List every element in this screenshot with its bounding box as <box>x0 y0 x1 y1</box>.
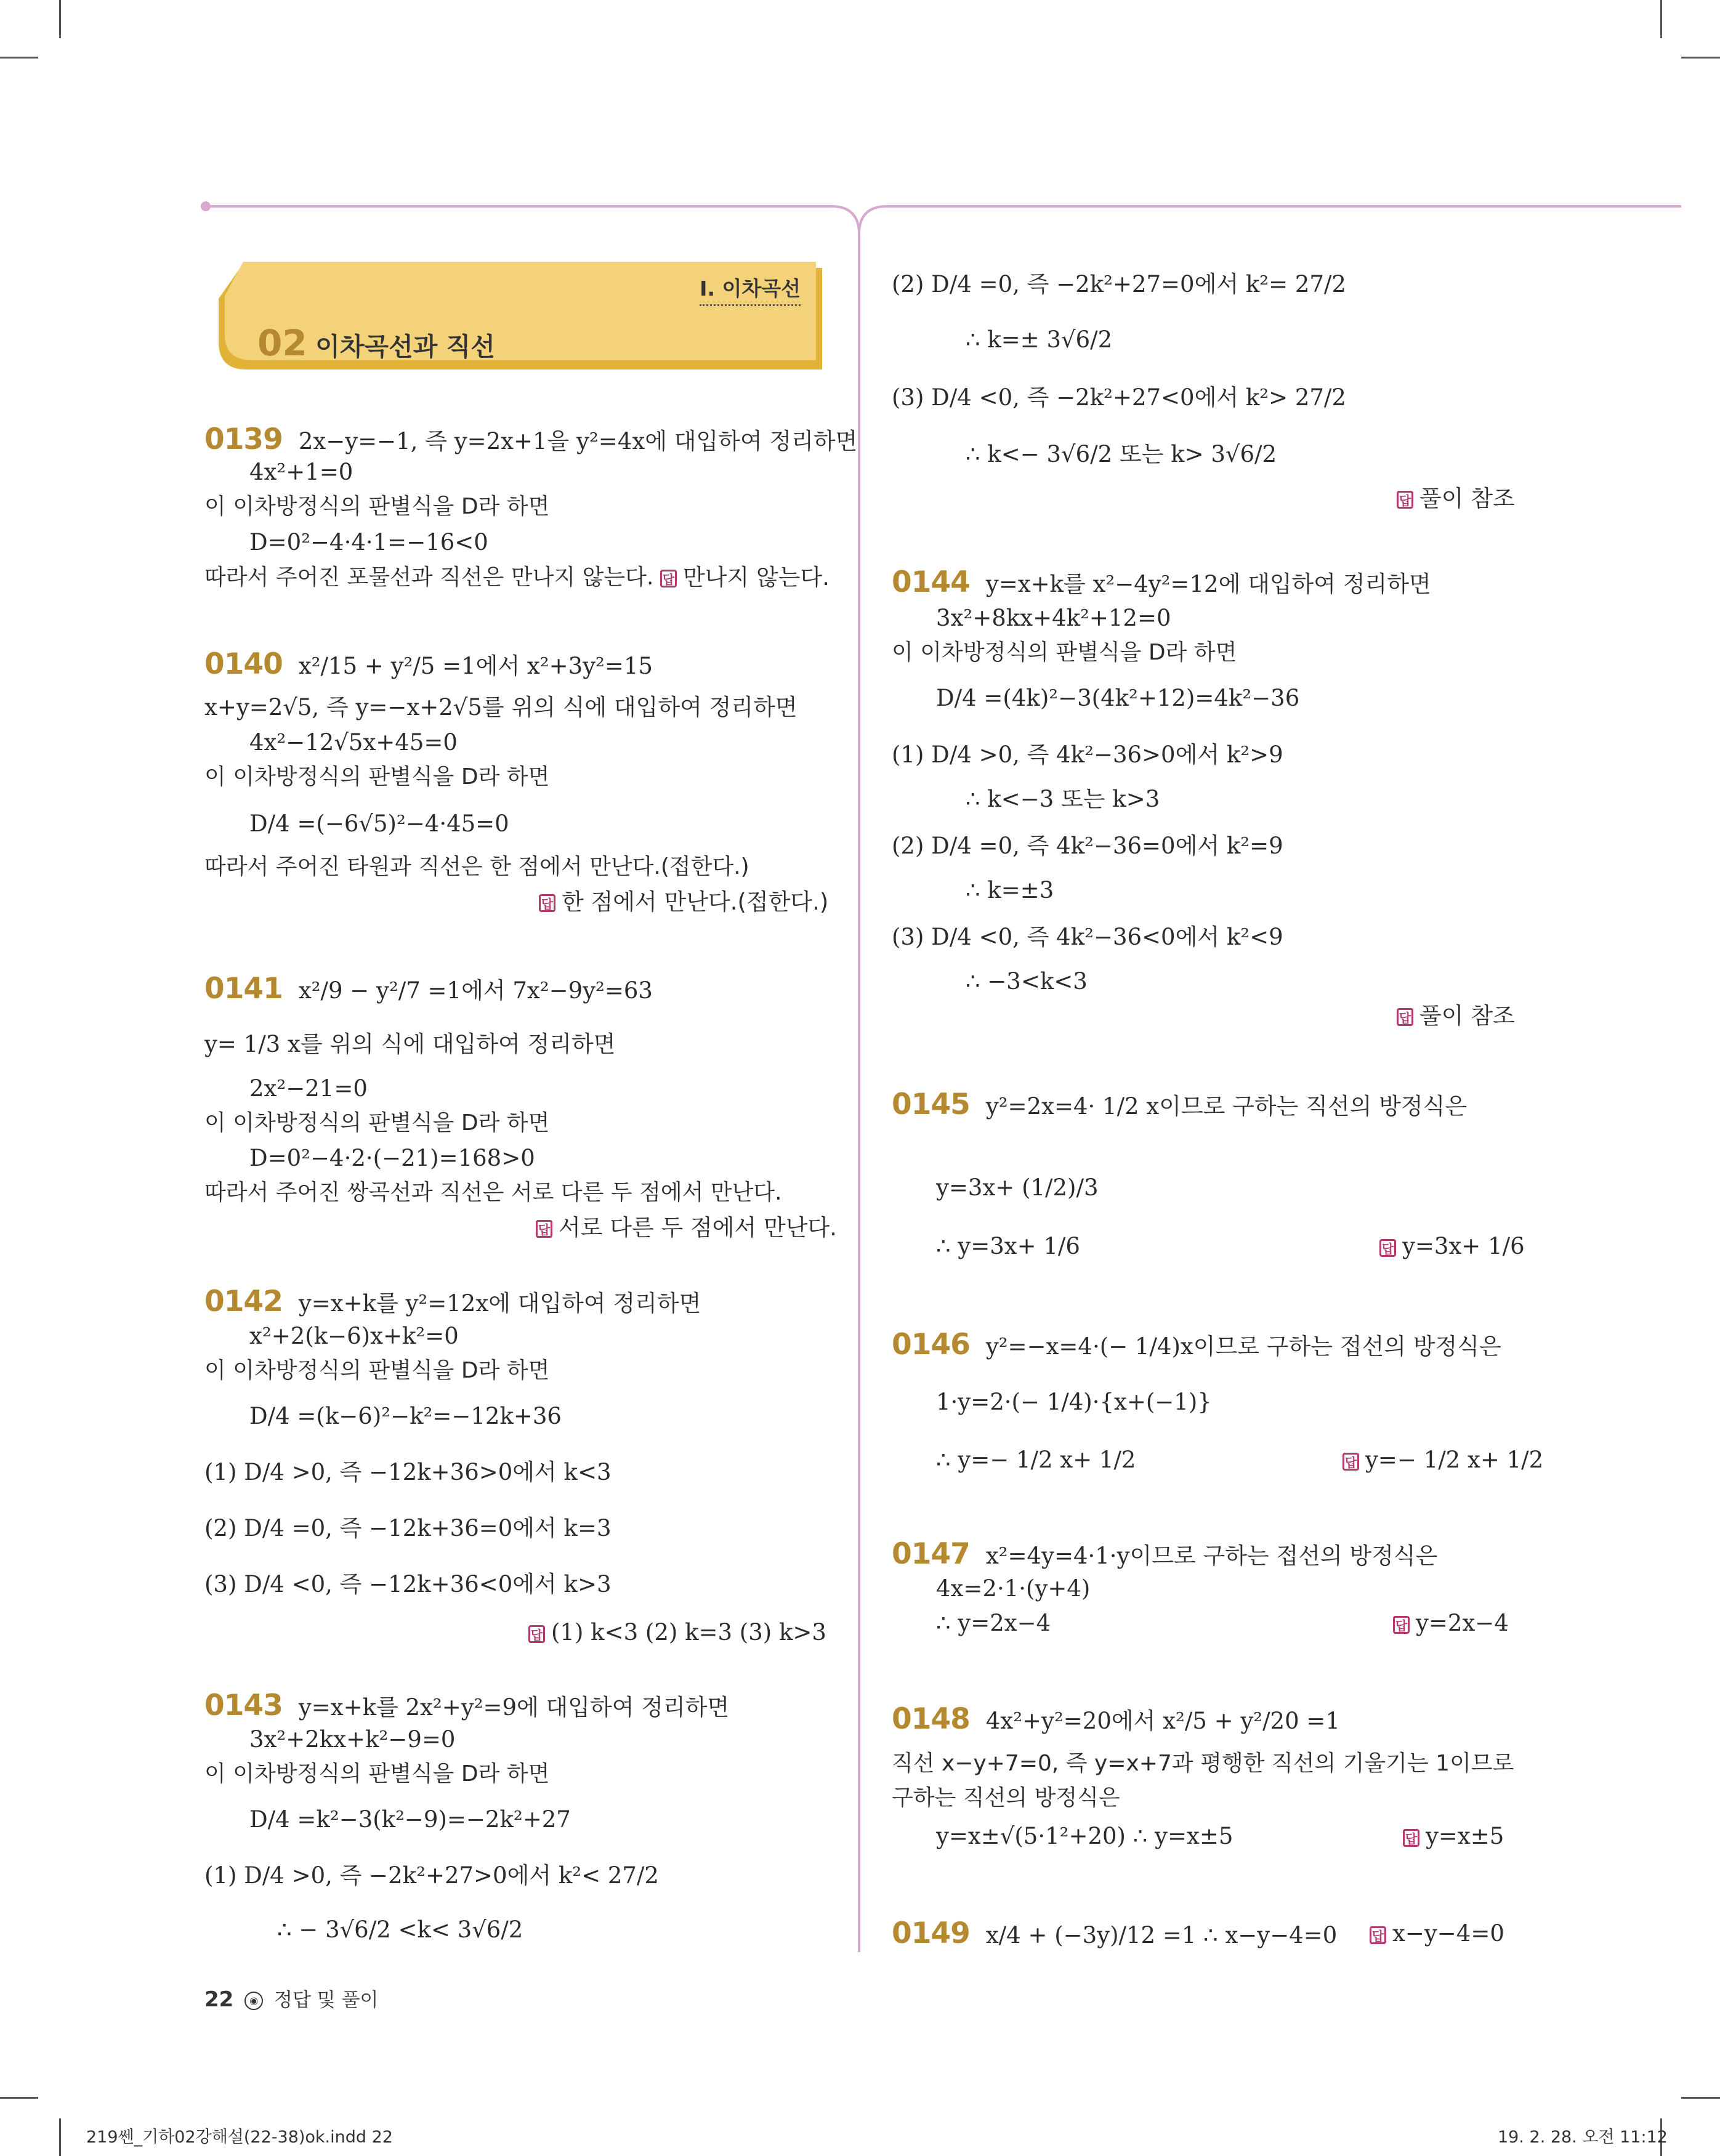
problem-line: 4x=2·1·(y+4) <box>936 1575 1091 1602</box>
problem-line: x+y=2√5, 즉 y=−x+2√5를 위의 식에 대입하여 정리하면 <box>204 694 797 721</box>
problem-line: 이 이차방정식의 판별식을 D라 하면 <box>204 1358 550 1383</box>
problem-line: 1·y=2·(− 1/4)·{x+(−1)} <box>936 1389 1212 1415</box>
crop-mark <box>1681 2097 1720 2099</box>
book-logo-icon: ◉ <box>244 1992 263 2010</box>
problem-line: 구하는 직선의 방정식은 <box>892 1785 1120 1811</box>
problem-line: 이 이차방정식의 판별식을 D라 하면 <box>892 640 1237 665</box>
problem-line: ∴ k<− 3√6/2 또는 k> 3√6/2 <box>966 441 1277 467</box>
problem-line: D=0²−4·4·1=−16<0 <box>249 529 488 555</box>
problem-line: (3) D/4 <0, 즉 −2k²+27<0에서 k²> 27/2 <box>892 384 1346 411</box>
file-name: 219쎈_기하02강해설(22-38)ok.indd 22 <box>86 2128 393 2147</box>
problem-line: (3) D/4 <0, 즉 −12k+36<0에서 k>3 <box>204 1571 612 1597</box>
answer-0147: 답 y=2x−4 <box>1393 1609 1509 1638</box>
problem-line: ∴ k=±3 <box>966 877 1054 903</box>
problem-0146: 0146 y²=−x=4·(− 1/4)x이므로 구하는 접선의 방정식은 <box>892 1328 1501 1362</box>
problem-line: (2) D/4 =0, 즉 4k²−36=0에서 k²=9 <box>892 833 1283 859</box>
problem-line: 이 이차방정식의 판별식을 D라 하면 <box>204 764 550 789</box>
problem-line: y= 1/3 x를 위의 식에 대입하여 정리하면 <box>204 1031 616 1057</box>
problem-line: 4x²−12√5x+45=0 <box>249 729 458 756</box>
problem-line: ∴ −3<k<3 <box>966 968 1088 995</box>
problem-line: D/4 =(4k)²−3(4k²+12)=4k²−36 <box>936 685 1300 711</box>
problem-line: D/4 =(−6√5)²−4·45=0 <box>249 810 509 837</box>
answer-0148: 답 y=x±5 <box>1403 1822 1504 1851</box>
problem-line: ∴ k<−3 또는 k>3 <box>966 786 1160 812</box>
problem-0149: 0149 x/4 + (−3y)/12 =1 ∴ x−y−4=0 <box>892 1916 1338 1950</box>
answer-0142: 답 (1) k<3 (2) k=3 (3) k>3 <box>528 1618 826 1647</box>
problem-line: x²+2(k−6)x+k²=0 <box>249 1323 459 1349</box>
answer-0145: 답 y=3x+ 1/6 <box>1379 1232 1525 1261</box>
problem-0140: 0140 x²/15 + y²/5 =1에서 x²+3y²=15 <box>204 647 653 681</box>
chapter-label: Ⅰ. 이차곡선 <box>700 273 801 306</box>
problem-line: 3x²+2kx+k²−9=0 <box>249 1726 456 1753</box>
problem-line: (3) D/4 <0, 즉 4k²−36<0에서 k²<9 <box>892 924 1283 950</box>
problem-line: D/4 =(k−6)²−k²=−12k+36 <box>249 1403 562 1429</box>
problem-0144: 0144 y=x+k를 x²−4y²=12에 대입하여 정리하면 <box>892 565 1431 599</box>
problem-line: (2) D/4 =0, 즉 −2k²+27=0에서 k²= 27/2 <box>892 271 1346 297</box>
problem-line: (1) D/4 >0, 즉 4k²−36>0에서 k²>9 <box>892 741 1283 768</box>
problem-0147: 0147 x²=4y=4·1·y이므로 구하는 접선의 방정식은 <box>892 1537 1438 1571</box>
problem-0148: 0148 4x²+y²=20에서 x²/5 + y²/20 =1 <box>892 1702 1340 1736</box>
answer-icon: 답 <box>1393 1616 1410 1634</box>
problem-line: 따라서 주어진 포물선과 직선은 만나지 않는다. <box>204 565 654 590</box>
problem-line: ∴ y=3x+ 1/6 <box>936 1233 1080 1259</box>
answer-icon: 답 <box>660 570 677 587</box>
answer-0141: 답 서로 다른 두 점에서 만난다. <box>536 1213 837 1243</box>
answer-icon: 답 <box>1403 1829 1419 1847</box>
section-title <box>257 322 495 364</box>
answer-icon: 답 <box>1397 491 1413 509</box>
print-timestamp: 19. 2. 28. 오전 11:12 <box>1498 2128 1668 2147</box>
problem-line: 이 이차방정식의 판별식을 D라 하면 <box>204 1761 550 1787</box>
answer-icon: 답 <box>536 1220 552 1238</box>
problem-0145: 0145 y²=2x=4· 1/2 x이므로 구하는 직선의 방정식은 <box>892 1088 1468 1121</box>
problem-line: y=3x+ (1/2)/3 <box>936 1174 1099 1201</box>
problem-line: 2x²−21=0 <box>249 1075 368 1102</box>
page-footer <box>204 1984 378 2012</box>
crop-mark <box>0 2097 38 2099</box>
problem-line: 이 이차방정식의 판별식을 D라 하면 <box>204 1110 550 1136</box>
problem-line: 따라서 주어진 쌍곡선과 직선은 서로 다른 두 점에서 만난다. <box>204 1180 782 1205</box>
section-number: 02 <box>257 322 307 364</box>
problem-0139: 0139 2x−y=−1, 즉 y=2x+1을 y²=4x에 대입하여 정리하면 <box>204 422 858 456</box>
problem-line: D=0²−4·2·(−21)=168>0 <box>249 1145 535 1171</box>
answer-0140: 답 한 점에서 만난다.(접한다.) <box>539 887 828 917</box>
answer-icon: 답 <box>1397 1008 1413 1026</box>
problem-line: ∴ k=± 3√6/2 <box>966 326 1113 353</box>
problem-line: ∴ y=− 1/2 x+ 1/2 <box>936 1447 1136 1473</box>
answer-icon: 답 <box>1342 1453 1359 1471</box>
problem-line: y=x±√(5·1²+20) ∴ y=x±5 <box>936 1823 1233 1849</box>
section-header <box>216 262 825 373</box>
section-title-text: 이차곡선과 직선 <box>315 332 495 361</box>
problem-line: 따라서 주어진 타원과 직선은 한 점에서 만난다.(접한다.) <box>204 854 749 879</box>
book-label: 정답 및 풀이 <box>274 1989 379 2011</box>
problem-line: ∴ − 3√6/2 <k< 3√6/2 <box>277 1916 523 1943</box>
problem-line: D/4 =k²−3(k²−9)=−2k²+27 <box>249 1806 571 1833</box>
problem-0143: 0143 y=x+k를 2x²+y²=9에 대입하여 정리하면 <box>204 1689 730 1722</box>
answer-0144: 답 풀이 참조 <box>1397 1001 1515 1031</box>
problem-line: (1) D/4 >0, 즉 −12k+36>0에서 k<3 <box>204 1459 612 1485</box>
crop-mark <box>59 2118 61 2156</box>
answer-0139: 답 만나지 않는다. <box>660 563 830 592</box>
divider-line-right <box>859 206 1681 231</box>
problem-line: ∴ y=2x−4 <box>936 1610 1051 1636</box>
answer-icon: 답 <box>539 894 555 912</box>
answer-icon: 답 <box>528 1625 545 1643</box>
problem-0141: 0141 x²/9 − y²/7 =1에서 7x²−9y²=63 <box>204 972 653 1006</box>
answer-0146: 답 y=− 1/2 x+ 1/2 <box>1342 1445 1543 1475</box>
problem-line: (2) D/4 =0, 즉 −12k+36=0에서 k=3 <box>204 1515 612 1541</box>
answer-icon: 답 <box>1379 1239 1396 1257</box>
problem-line: (1) D/4 >0, 즉 −2k²+27>0에서 k²< 27/2 <box>204 1862 659 1889</box>
answer-0149: 답 x−y−4=0 <box>1370 1919 1504 1948</box>
problem-line: 이 이차방정식의 판별식을 D라 하면 <box>204 494 550 519</box>
answer-icon: 답 <box>1370 1926 1386 1944</box>
problem-0142: 0142 y=x+k를 y²=12x에 대입하여 정리하면 <box>204 1285 701 1318</box>
problem-line: 4x²+1=0 <box>249 459 353 485</box>
page-number: 22 <box>204 1987 234 2012</box>
problem-line: 3x²+8kx+4k²+12=0 <box>936 605 1171 631</box>
answer-0143: 답 풀이 참조 <box>1397 484 1515 514</box>
problem-line: 직선 x−y+7=0, 즉 y=x+7과 평행한 직선의 기울기는 1이므로 <box>892 1751 1514 1776</box>
